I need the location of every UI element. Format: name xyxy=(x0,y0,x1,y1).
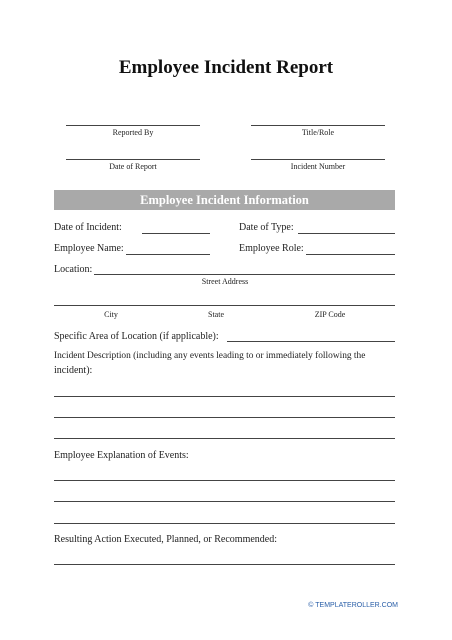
title-role-line[interactable] xyxy=(251,125,385,126)
employee-explanation-label: Employee Explanation of Events: xyxy=(54,450,189,461)
date-of-report-caption: Date of Report xyxy=(109,162,157,171)
incident-number-caption: Incident Number xyxy=(290,162,346,171)
zip-caption: ZIP Code xyxy=(314,310,346,319)
incident-number-line[interactable] xyxy=(251,159,385,160)
reported-by-caption: Reported By xyxy=(112,128,154,137)
date-of-incident-label: Date of Incident: xyxy=(54,222,122,233)
incident-description-label-1: Incident Description (including any events leading to or immediately following the xyxy=(54,351,366,361)
city-state-zip-line[interactable] xyxy=(54,305,395,306)
incident-description-line-3[interactable] xyxy=(54,438,395,439)
specific-area-label: Specific Area of Location (if applicable): xyxy=(54,331,219,342)
state-caption: State xyxy=(208,310,224,319)
location-label: Location: xyxy=(54,264,93,275)
date-of-type-label: Date of Type: xyxy=(239,222,294,233)
employee-role-line[interactable] xyxy=(306,254,395,255)
employee-name-line[interactable] xyxy=(126,254,210,255)
reported-by-line[interactable] xyxy=(66,125,200,126)
city-caption: City xyxy=(104,310,118,319)
document-title: Employee Incident Report xyxy=(118,57,334,78)
employee-name-label: Employee Name: xyxy=(54,243,124,254)
employee-explanation-line-1[interactable] xyxy=(54,480,395,481)
incident-description-line-2[interactable] xyxy=(54,417,395,418)
specific-area-line[interactable] xyxy=(227,341,395,342)
employee-role-label: Employee Role: xyxy=(239,243,304,254)
employee-explanation-line-2[interactable] xyxy=(54,501,395,502)
footer-link[interactable]: © TEMPLATEROLLER.COM xyxy=(308,602,398,609)
date-of-incident-line[interactable] xyxy=(142,233,210,234)
date-of-type-line[interactable] xyxy=(298,233,395,234)
incident-description-line-1[interactable] xyxy=(54,396,395,397)
title-role-caption: Title/Role xyxy=(301,128,335,137)
date-of-report-line[interactable] xyxy=(66,159,200,160)
resulting-action-label: Resulting Action Executed, Planned, or Recommended: xyxy=(54,534,278,545)
section-banner: Employee Incident Information xyxy=(54,190,395,210)
street-address-line[interactable] xyxy=(94,274,395,275)
incident-description-label-2: incident): xyxy=(54,365,93,376)
resulting-action-line-1[interactable] xyxy=(54,564,395,565)
employee-explanation-line-3[interactable] xyxy=(54,523,395,524)
street-address-caption: Street Address xyxy=(201,277,249,286)
